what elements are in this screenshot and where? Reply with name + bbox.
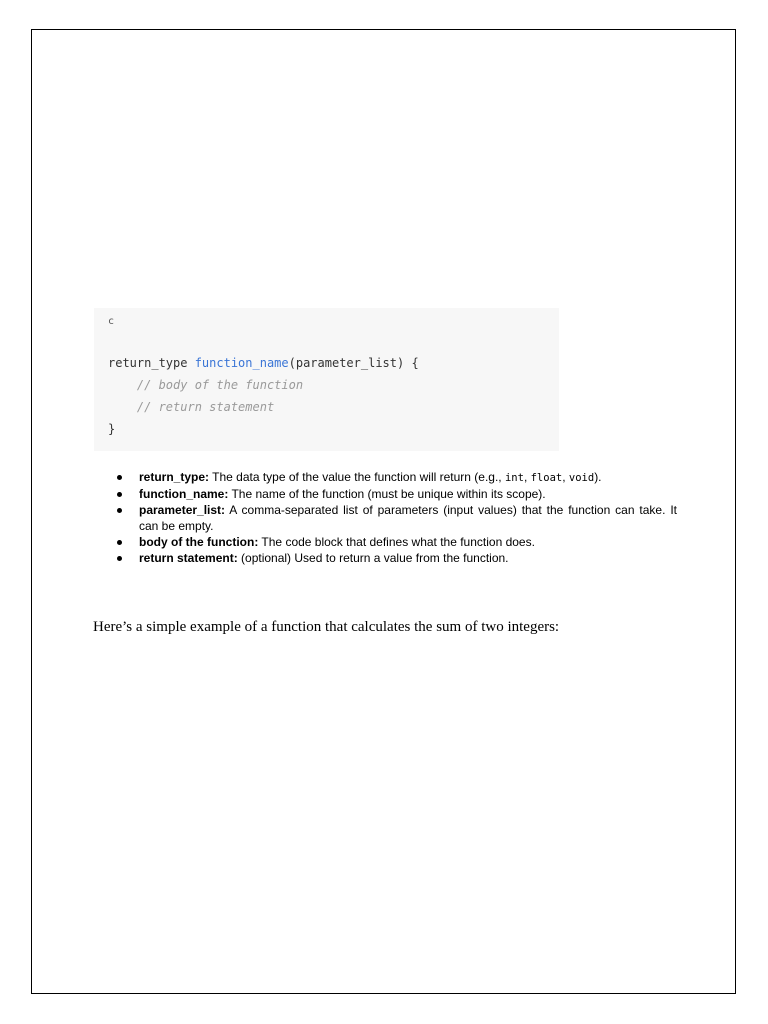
list-item-term: function_name:	[139, 487, 229, 501]
inline-code: float	[530, 472, 563, 484]
list-item-text: The name of the function (must be unique within its scope).	[228, 487, 546, 501]
bullet-icon	[117, 508, 122, 513]
list-item	[117, 534, 677, 550]
code-function-name: function_name	[194, 356, 289, 370]
definition-list	[117, 469, 677, 566]
list-item	[117, 550, 677, 566]
list-item-term: return statement:	[139, 551, 238, 565]
list-item	[117, 469, 677, 486]
bullet-icon	[117, 492, 122, 497]
list-item-term: return_type:	[139, 470, 210, 484]
inline-code: int	[504, 472, 524, 484]
list-item-term: body of the function:	[139, 535, 259, 549]
list-item-separator: ,	[562, 470, 569, 484]
code-line-signature	[108, 355, 419, 371]
list-item-term: parameter_list:	[139, 503, 226, 517]
document-page	[31, 29, 736, 994]
inline-code: void	[568, 472, 595, 484]
list-item-text: The data type of the value the function will return (e.g.,	[209, 470, 505, 484]
list-item	[117, 486, 677, 502]
code-comment-return: // return statement	[108, 400, 275, 414]
code-params: (parameter_list) {	[288, 356, 419, 370]
list-item-separator: ,	[523, 470, 531, 484]
bullet-icon	[117, 540, 122, 545]
code-closing-brace: }	[108, 422, 116, 436]
body-paragraph: Here’s a simple example of a function that calculates the sum of two integers:	[93, 619, 560, 635]
list-item	[117, 502, 677, 534]
bullet-icon	[117, 475, 122, 480]
list-item-text: A comma-separated list of parameters (input values) that the function can take. It can be empty.	[139, 503, 677, 533]
list-item-text: (optional) Used to return a value from the function.	[237, 551, 509, 565]
code-language-label: c	[108, 316, 115, 327]
list-item-text: The code block that defines what the function does.	[258, 535, 535, 549]
code-block	[94, 308, 559, 451]
bullet-icon	[117, 556, 122, 561]
list-item-text: ).	[594, 470, 602, 484]
code-comment-body: // body of the function	[108, 378, 304, 392]
code-return-type: return_type	[108, 356, 195, 370]
